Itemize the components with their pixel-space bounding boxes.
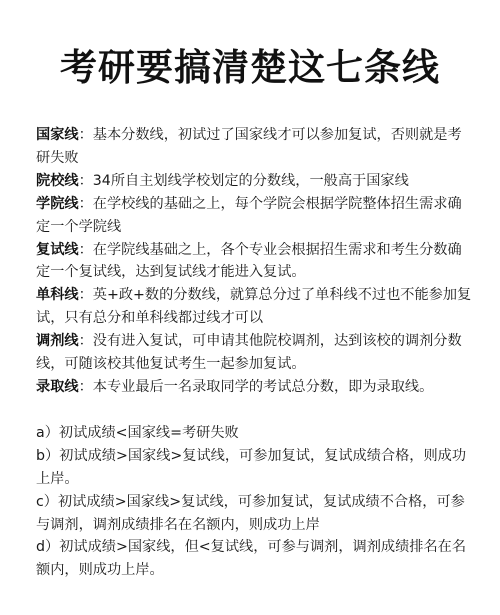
- definition-separator: ：: [78, 378, 93, 395]
- case-a: a）初试成绩<国家线=考研失败: [36, 424, 239, 441]
- definition-admission-line: [36, 376, 472, 399]
- definition-single-subject-line: [36, 284, 472, 330]
- definition-term: 单科线: [36, 287, 79, 304]
- case-d: d）初试成绩>国家线，但<复试线，可参与调剂，调剂成绩排名在名额内，则成功上岸。: [36, 539, 467, 579]
- page-title: 考研要搞清楚这七条线: [60, 46, 440, 89]
- definition-text: 没有进入复试，可申请其他院校调剂，达到该校的调剂分数线，可随该校其他复试考生一起参加复试。: [36, 333, 462, 373]
- definition-text: 基本分数线，初试过了国家线才可以参加复试，否则就是考研失败: [36, 127, 462, 166]
- definition-separator: ：: [78, 241, 93, 258]
- case-c: c）初试成绩>国家线>复试线，可参加复试，复试成绩不合格，可参与调剂，调剂成绩排名在名额内，则成功上岸: [36, 493, 465, 533]
- definition-text: 34所自主划线学校划定的分数线，一般高于国家线: [92, 172, 409, 189]
- definition-national-line: [36, 124, 472, 170]
- definition-text: 英+政+数的分数线，就算总分过了单科线不过也不能参加复试，只有总分和单科线都过线才可以: [36, 287, 472, 327]
- definition-school-line: [36, 170, 472, 193]
- definition-text: 在学院线基础之上，各个专业会根据招生需求和考生分数确定一个复试线，达到复试线才能进入复试。: [36, 241, 462, 281]
- definition-separator: ：: [78, 287, 93, 304]
- definition-text: 在学校线的基础之上，每个学院会根据学院整体招生需求确定一个学院线: [36, 195, 462, 235]
- definition-term: 调剂线: [36, 333, 79, 350]
- definition-college-line: [36, 193, 472, 239]
- definition-term: 国家线: [36, 127, 79, 143]
- case-b: b）初试成绩>国家线>复试线，可参加复试，复试成绩合格，则成功上岸。: [36, 447, 467, 487]
- definition-term: 院校线: [36, 172, 79, 189]
- article-body: [36, 124, 472, 582]
- definition-separator: ：: [78, 195, 93, 212]
- definition-term: 录取线: [36, 378, 79, 395]
- definition-separator: ：: [78, 172, 93, 189]
- definition-term: 复试线: [36, 241, 79, 258]
- definition-transfer-line: [36, 330, 472, 376]
- definition-term: 学院线: [36, 195, 79, 212]
- definition-text: 本专业最后一名录取同学的考试总分数，即为录取线。: [92, 378, 434, 395]
- section-spacer: [36, 399, 472, 422]
- definition-separator: ：: [78, 127, 93, 143]
- definition-retest-line: [36, 239, 472, 285]
- definition-separator: ：: [78, 333, 93, 350]
